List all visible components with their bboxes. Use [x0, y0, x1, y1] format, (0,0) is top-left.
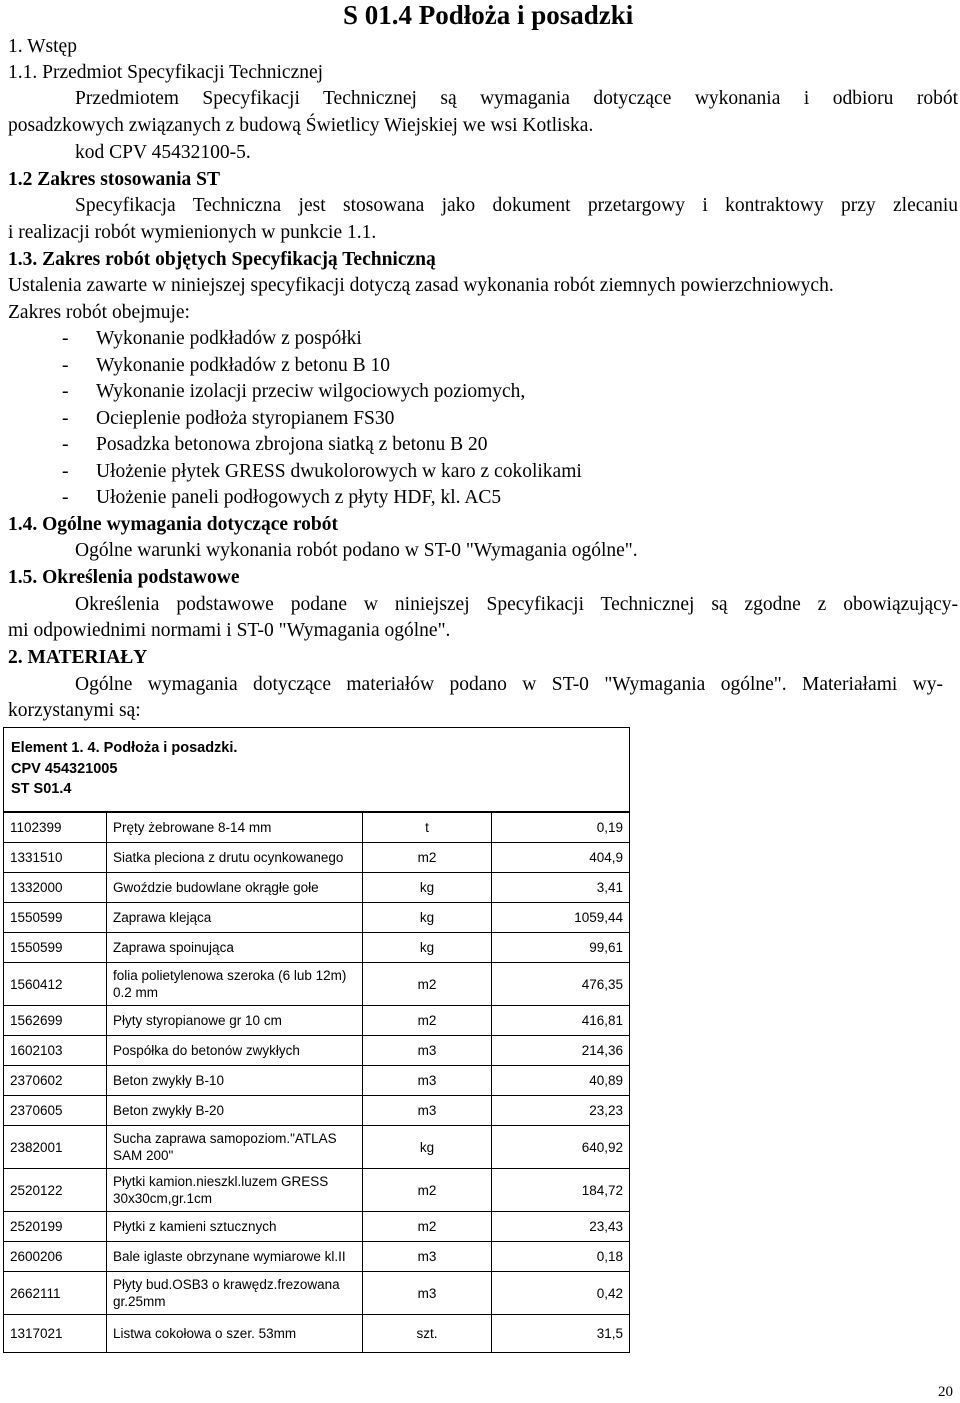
- cell-unit: m3: [363, 1036, 492, 1066]
- list-item: [62, 459, 582, 485]
- cell-name: Pospółka do betonów zwykłych: [107, 1036, 363, 1066]
- table-header-line: Element 1. 4. Podłoża i posadzki.: [11, 740, 238, 756]
- cell-name: Beton zwykły B-10: [107, 1066, 363, 1096]
- bullet-dash: -: [62, 434, 69, 455]
- section-heading-1-1: 1.1. Przedmiot Specyfikacji Technicznej: [8, 62, 324, 83]
- section-heading-intro: 1. Wstęp: [8, 36, 77, 57]
- table-header-box: [3, 727, 630, 812]
- table-row: [4, 933, 630, 963]
- cell-unit: m3: [363, 1272, 492, 1315]
- cell-unit: kg: [363, 1126, 492, 1169]
- cell-code: 2370602: [4, 1066, 107, 1096]
- paragraph-line: Przedmiotem Specyfikacji Technicznej są wymagania dotyczące wykonania i odbioru robót: [75, 88, 958, 109]
- section-heading-text: Określenia podstawowe: [42, 567, 240, 588]
- cell-unit: m3: [363, 1242, 492, 1272]
- cell-code: 1331510: [4, 843, 107, 873]
- list-item-text: Ocieplenie podłoża styropianem FS30: [96, 407, 395, 429]
- cell-name: Listwa cokołowa o szer. 53mm: [107, 1315, 363, 1353]
- list-item: [62, 353, 390, 379]
- cell-unit: m3: [363, 1096, 492, 1126]
- bullet-dash: -: [62, 407, 69, 429]
- cell-code: 1560412: [4, 963, 107, 1006]
- section-number: 1.4.: [8, 514, 38, 535]
- cell-qty: 40,89: [492, 1066, 630, 1096]
- cell-qty: 0,19: [492, 813, 630, 843]
- cell-code: 1550599: [4, 933, 107, 963]
- cell-code: 2382001: [4, 1126, 107, 1169]
- cell-name: Płytki kamion.nieszkl.luzem GRESS 30x30cm,gr.1cm: [107, 1169, 363, 1212]
- list-item: [62, 432, 488, 458]
- list-item: [62, 485, 501, 511]
- cell-qty: 214,36: [492, 1036, 630, 1066]
- cell-qty: 404,9: [492, 843, 630, 873]
- cell-name: Siatka pleciona z drutu ocynkowanego: [107, 843, 363, 873]
- section-number: 1.: [8, 169, 23, 190]
- paragraph-line: korzystanymi są:: [8, 700, 141, 721]
- cell-qty: 0,42: [492, 1272, 630, 1315]
- cell-unit: kg: [363, 933, 492, 963]
- cell-code: 1332000: [4, 873, 107, 903]
- list-item-text: Wykonanie podkładów z betonu B 10: [96, 354, 390, 376]
- cell-code: 2520122: [4, 1169, 107, 1212]
- table-row: [4, 873, 630, 903]
- paragraph-line: mi odpowiednimi normami i ST-0 "Wymagania ogólne".: [8, 620, 451, 641]
- table-header-line: CPV 454321005: [11, 761, 118, 777]
- table-row: [4, 813, 630, 843]
- cell-code: 1102399: [4, 813, 107, 843]
- cell-qty: 31,5: [492, 1315, 630, 1353]
- section-heading-2: [8, 645, 147, 671]
- cell-name: Zaprawa spoinująca: [107, 933, 363, 963]
- table-row: [4, 1212, 630, 1242]
- cell-code: 1550599: [4, 903, 107, 933]
- table-header-line: ST S01.4: [11, 781, 72, 797]
- cell-unit: m2: [363, 963, 492, 1006]
- section-heading-text: Ogólne wymagania dotyczące robót: [42, 514, 339, 535]
- section-heading-text: MATERIAŁY: [27, 647, 148, 668]
- page-number: 20: [938, 1384, 953, 1400]
- section-heading-1-3: [8, 247, 436, 273]
- table-row: [4, 1272, 630, 1315]
- paragraph-line: Ogólne warunki wykonania robót podano w ST-0 "Wymagania ogólne".: [75, 540, 638, 561]
- section-number: 1.5.: [8, 567, 38, 588]
- bullet-dash: -: [62, 381, 69, 402]
- list-item-text: Ułożenie płytek GRESS dwukolorowych w karo z cokolikami: [96, 460, 582, 482]
- cell-name: Beton zwykły B-20: [107, 1096, 363, 1126]
- list-item-text: Wykonanie izolacji przeciw wilgociowych poziomych,: [96, 381, 526, 402]
- table-row: [4, 1036, 630, 1066]
- section-heading-text: 2 Zakres stosowania ST: [22, 169, 221, 190]
- table-row: [4, 903, 630, 933]
- cell-unit: m2: [363, 1006, 492, 1036]
- bullet-dash: -: [62, 328, 69, 349]
- cell-name: Bale iglaste obrzynane wymiarowe kl.II: [107, 1242, 363, 1272]
- cell-qty: 416,81: [492, 1006, 630, 1036]
- page-title: S 01.4 Podłoża i posadzki: [343, 0, 634, 30]
- materials-table: [3, 812, 630, 1353]
- list-item-text: Ułożenie paneli podłogowych z płyty HDF, kl. AC5: [96, 487, 502, 508]
- paragraph-line: i realizacji robót wymienionych w punkcie 1.1.: [8, 222, 377, 243]
- paragraph-line: Specyfikacja Techniczna jest stosowana jako dokument przetargowy i kontraktowy przy zlecaniu: [75, 195, 958, 216]
- table-row: [4, 1242, 630, 1272]
- cell-qty: 99,61: [492, 933, 630, 963]
- bullet-dash: -: [62, 354, 69, 376]
- table-row: [4, 843, 630, 873]
- paragraph-line: Określenia podstawowe podane w niniejszej Specyfikacji Technicznej są zgodne z obowiązujący-: [75, 594, 958, 615]
- cell-name: Płyty styropianowe gr 10 cm: [107, 1006, 363, 1036]
- cell-qty: 23,43: [492, 1212, 630, 1242]
- section-number: 1.3.: [8, 249, 38, 270]
- cell-unit: m3: [363, 1066, 492, 1096]
- cell-unit: m2: [363, 1169, 492, 1212]
- paragraph-line: Zakres robót obejmuje:: [8, 302, 190, 323]
- cell-qty: 23,23: [492, 1096, 630, 1126]
- table-row: [4, 1169, 630, 1212]
- cell-code: 1602103: [4, 1036, 107, 1066]
- table-row: [4, 1315, 630, 1353]
- list-item: [62, 406, 394, 432]
- table-row: [4, 1126, 630, 1169]
- section-heading-1-5: [8, 565, 240, 591]
- bullet-dash: -: [62, 460, 69, 482]
- list-item-text: Wykonanie podkładów z pospółki: [96, 328, 362, 349]
- table-row: [4, 1006, 630, 1036]
- cell-qty: 1059,44: [492, 903, 630, 933]
- section-number: 2.: [8, 647, 23, 668]
- cell-unit: t: [363, 813, 492, 843]
- cell-name: Płytki z kamieni sztucznych: [107, 1212, 363, 1242]
- cell-name: Pręty żebrowane 8-14 mm: [107, 813, 363, 843]
- cell-code: 2600206: [4, 1242, 107, 1272]
- cell-unit: m2: [363, 1212, 492, 1242]
- section-heading-1-4: [8, 512, 338, 538]
- cell-qty: 640,92: [492, 1126, 630, 1169]
- list-item: [62, 326, 362, 352]
- cell-unit: kg: [363, 903, 492, 933]
- cell-code: 2370605: [4, 1096, 107, 1126]
- bullet-dash: -: [62, 487, 69, 508]
- cell-qty: 476,35: [492, 963, 630, 1006]
- cell-name: folia polietylenowa szeroka (6 lub 12m) 0.2 mm: [107, 963, 363, 1006]
- cell-qty: 0,18: [492, 1242, 630, 1272]
- cell-name: Płyty bud.OSB3 o krawędz.frezowana gr.25mm: [107, 1272, 363, 1315]
- cell-unit: m2: [363, 843, 492, 873]
- cell-name: Zaprawa klejąca: [107, 903, 363, 933]
- list-item-text: Posadzka betonowa zbrojona siatką z betonu B 20: [96, 434, 488, 455]
- paragraph-line: Ogólne wymagania dotyczące materiałów podano w ST-0 "Wymagania ogólne". Materiałami wy-: [75, 674, 943, 695]
- cell-name: Sucha zaprawa samopoziom."ATLAS SAM 200": [107, 1126, 363, 1169]
- cpv-code: kod CPV 45432100-5.: [75, 142, 251, 163]
- paragraph-line: Ustalenia zawarte w niniejszej specyfikacji dotyczą zasad wykonania robót ziemnych powierzchniowych.: [8, 275, 834, 296]
- section-heading-1-2: [8, 167, 220, 193]
- cell-qty: 184,72: [492, 1169, 630, 1212]
- table-row: [4, 963, 630, 1006]
- cell-name: Gwoździe budowlane okrągłe gołe: [107, 873, 363, 903]
- cell-code: 2520199: [4, 1212, 107, 1242]
- cell-unit: szt.: [363, 1315, 492, 1353]
- table-row: [4, 1096, 630, 1126]
- cell-code: 1317021: [4, 1315, 107, 1353]
- cell-qty: 3,41: [492, 873, 630, 903]
- table-row: [4, 1066, 630, 1096]
- cell-code: 1562699: [4, 1006, 107, 1036]
- list-item: [62, 379, 525, 405]
- section-heading-text: Zakres robót objętych Specyfikacją Techniczną: [42, 249, 436, 270]
- cell-code: 2662111: [4, 1272, 107, 1315]
- cell-unit: kg: [363, 873, 492, 903]
- paragraph-line: posadzkowych związanych z budową Świetlicy Wiejskiej we wsi Kotliska.: [8, 115, 594, 136]
